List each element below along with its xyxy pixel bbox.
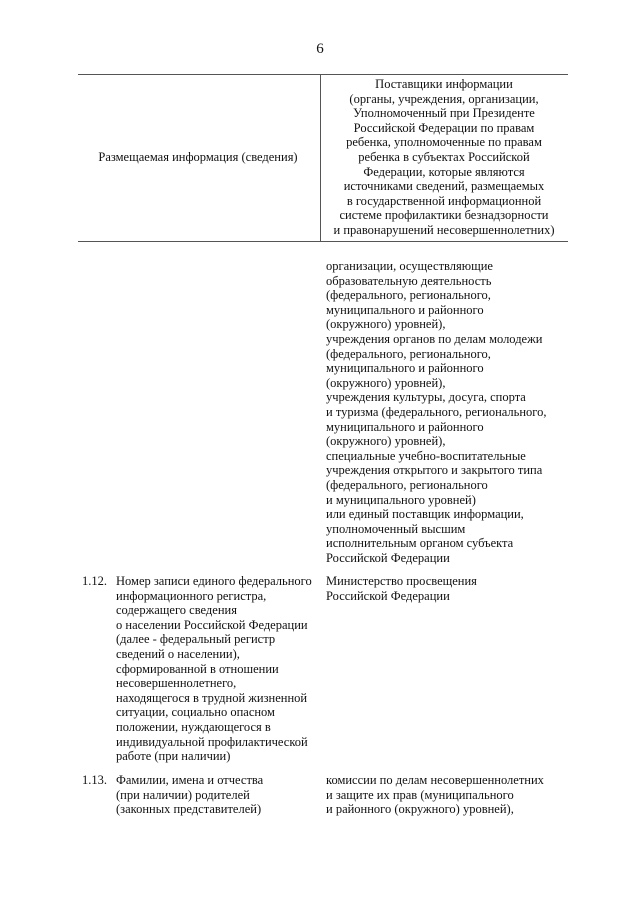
text-line: и муниципального уровней) (326, 492, 476, 507)
row-number: 1.12. (82, 574, 107, 588)
header-line: ребенка в субъектах Российской (358, 149, 530, 164)
row-number: 1.13. (82, 773, 107, 787)
text-line: и защите их прав (муниципального (326, 787, 514, 802)
text-line: учреждения органов по делам молодежи (326, 331, 543, 346)
text-line: уполномоченный высшим (326, 521, 466, 536)
header-line: (органы, учреждения, организации, (349, 91, 539, 106)
text-line: информационного регистра, (116, 588, 267, 603)
header-line: Поставщики информации (375, 77, 513, 91)
text-line: (окружного) уровней), (326, 434, 446, 449)
text-line: (федерального, регионального (326, 477, 488, 492)
table-header-bottom-rule (78, 241, 568, 242)
text-line: сформированной в отношении (116, 661, 279, 676)
text-line: учреждения открытого и закрытого типа (326, 463, 543, 478)
text-line: Российской Федерации (326, 550, 450, 565)
row-providers (326, 574, 477, 603)
header-line: Российской Федерации по правам (353, 120, 535, 135)
text-line: комиссии по делам несовершеннолетних (326, 773, 544, 787)
header-line: системе профилактики безнадзорности (339, 208, 549, 223)
text-line: организации, осуществляющие (326, 259, 493, 273)
header-line: ребенка, уполномоченные по правам (346, 135, 542, 150)
text-line: и туризма (федерального, регионального, (326, 404, 547, 419)
row-information (116, 773, 263, 817)
table-top-rule (78, 74, 568, 75)
row-providers (326, 773, 544, 817)
text-line: муниципального и районного (326, 361, 484, 376)
text-line: муниципального и районного (326, 419, 484, 434)
text-line: (окружного) уровней), (326, 317, 446, 332)
text-line: сведений о населении), (116, 646, 240, 661)
column-header-providers (320, 77, 568, 238)
text-line: и районного (окружного) уровней), (326, 802, 514, 817)
text-line: содержащего сведения (116, 603, 237, 618)
text-line: (федерального, регионального, (326, 288, 491, 303)
text-line: работе (при наличии) (116, 749, 231, 764)
text-line: индивидуальной профилактической (116, 734, 308, 749)
page-number: 6 (316, 41, 324, 57)
text-line: находящегося в трудной жизненной (116, 690, 308, 705)
column-header-information: Размещаемая информация (сведения) (98, 150, 298, 164)
text-line: (законных представителей) (116, 802, 262, 817)
header-line: в государственной информационной (346, 193, 542, 208)
text-line: Российской Федерации (326, 588, 450, 603)
header-line: и правонарушений несовершеннолетних) (333, 222, 555, 237)
text-line: (при наличии) родителей (116, 787, 250, 802)
continuation-providers (326, 259, 547, 565)
text-line: (окружного) уровней), (326, 375, 446, 390)
text-line: исполнительным органом субъекта (326, 536, 514, 551)
text-line: ситуации, социально опасном (116, 705, 275, 720)
text-line: Фамилии, имена и отчества (116, 773, 264, 787)
text-line: (федерального, регионального, (326, 346, 491, 361)
text-line: учреждения культуры, досуга, спорта (326, 390, 526, 405)
text-line: специальные учебно-воспитательные (326, 448, 526, 463)
text-line: Министерство просвещения (326, 574, 477, 588)
row-information (116, 574, 312, 764)
text-line: положении, нуждающегося в (116, 719, 271, 734)
text-line: о населении Российской Федерации (116, 617, 308, 632)
text-line: образовательную деятельность (326, 273, 492, 288)
header-line: Федерации, которые являются (363, 164, 525, 179)
header-line: источниками сведений, размещаемых (343, 179, 545, 194)
text-line: или единый поставщик информации, (326, 507, 524, 522)
text-line: несовершеннолетнего, (116, 676, 237, 691)
header-line: Уполномоченный при Президенте (353, 106, 535, 121)
text-line: муниципального и районного (326, 302, 484, 317)
text-line: Номер записи единого федерального (116, 574, 312, 588)
text-line: (далее - федеральный регистр (116, 632, 276, 647)
